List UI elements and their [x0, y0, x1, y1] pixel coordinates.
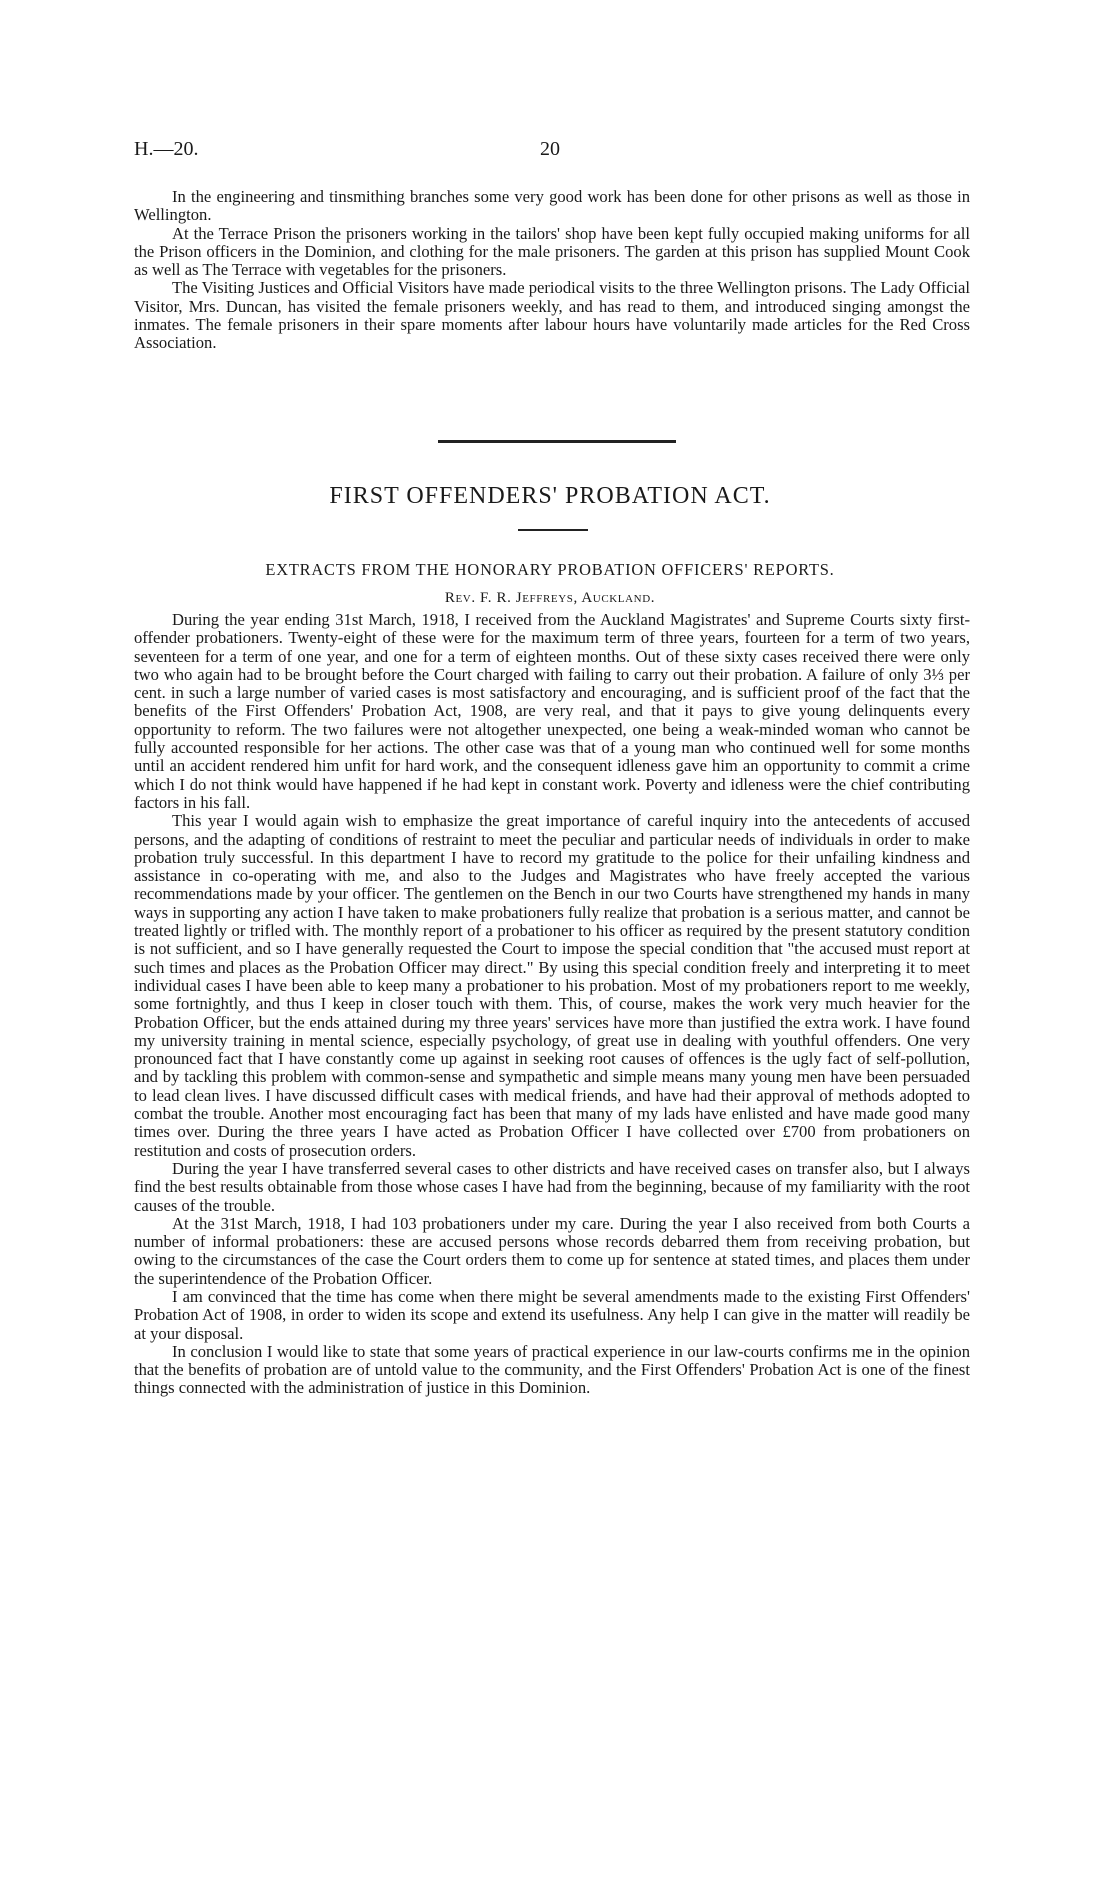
paragraph: During the year I have transferred several cases to other districts and have received cases on transfer also, but I always find the best results obtainable from those whose cases I have had from the beginning, because of my familiarity with the root causes of the trouble. — [134, 1158, 970, 1215]
page-header — [134, 138, 966, 164]
paragraph: The Visiting Justices and Official Visitors have made periodical visits to the three Wellington prisons. The Lady Official Visitor, Mrs. Duncan, has visited the female prisoners weekly, and has read to them, and introduced singing amongst the inmates. The female prisoners in their spare moments after labour hours have voluntarily made articles for the Red Cross Association. — [134, 278, 970, 353]
report-author: Rev. F. R. Jeffreys, Auckland. — [444, 590, 656, 606]
prisons-continuation — [134, 188, 970, 353]
probation-report — [134, 611, 970, 1398]
title-underline — [518, 529, 588, 531]
paragraph: At the 31st March, 1918, I had 103 probationers under my care. During the year I also received from both Courts a number of informal probationers: these are accused persons whose records debarred them from receiving probation, but owing to the circumstances of the case the Court orders them to come up for sentence at stated times, and places them under the superintendence of the Probation Officer. — [134, 1213, 970, 1288]
paragraph: At the Terrace Prison the prisoners working in the tailors' shop have been kept fully occupied making uniforms for all the Prison officers in the Dominion, and clothing for the male prisoners. The garden at this prison has supplied Mount Cook as well as The Terrace with vegetables for the prisoners. — [134, 223, 970, 280]
section-divider — [438, 440, 676, 443]
paragraph: In the engineering and tinsmithing branches some very good work has been done for other prisons as well as those in Wellington. — [134, 187, 970, 225]
document-reference: H.—20. — [134, 138, 199, 160]
paragraph: I am convinced that the time has come when there might be several amendments made to the existing First Offenders' Probation Act of 1908, in order to widen its scope and extend its usefulness. Any help I can give in the matter will readily be at your disposal. — [134, 1286, 970, 1343]
paragraph: This year I would again wish to emphasize the great importance of careful inquiry into the antecedents of accused persons, and the adapting of conditions of restraint to meet the peculiar and particular needs of individuals in order to make probation truly successful. In this department I have to record my gratitude to the police for their unfailing kindness and assistance in co-operating with me, and also to the Judges and Magistrates who have freely accepted the various recommendations made by your officer. The gentlemen on the Bench in our two Courts have strengthened my hands in many ways in supporting any action I have taken to make probationers fully realize that probation is a serious matter, and cannot be treated lightly or trifled with. The monthly report of a probationer to his officer as required by the present statutory condition is not sufficient, and so I have generally requested the Court to impose the special condition that "the accused must report at such times and places as the Probation Officer may direct." By using this special condition freely and interpreting it to meet individual cases I have been able to keep many a probationer to his probation. Most of my probationers report to me weekly, some fortnightly, and thus I keep in closer touch with them. This, of course, makes the work very much heavier for the Probation Officer, but the ends attained during my three years' services have more than justified the extra work. I have found my university training in mental science, especially psychology, of great use in dealing with youthful offenders. One very pronounced fact that I have constantly come up against in seeking root causes of offences is the ugly fact of self-pollution, and by tackling this problem with common-sense and sympathetic and simple means many young men have been persuaded to lead clean lives. I have discussed difficult cases with medical friends, and have had their approval of methods adopted to combat the trouble. Another most encouraging fact has been that many of my lads have enlisted and have made good many times over. During the three years I have acted as Probation Officer I have collected over £700 from probationers on restitution and costs of prosecution orders. — [134, 811, 970, 1160]
paragraph: During the year ending 31st March, 1918, I received from the Auckland Magistrates' and Supreme Courts sixty first-offender probationers. Twenty-eight of these were for the maximum term of three years, fourteen for a term of two years, seventeen for a term of one year, and one for a term of eighteen months. Out of these sixty cases received there were only two who again had to be brought before the Court charged with failing to carry out their probation. A failure of only 3⅓ per cent. in such a large number of varied cases is most satisfactory and encouraging, and is sufficient proof of the fact that the benefits of the First Offenders' Probation Act, 1908, are very real, and that it pays to give young delinquents every opportunity to reform. The two failures were not altogether unexpected, one being a weak-minded woman who cannot be fully accounted responsible for her actions. The other case was that of a young man who continued well for some months until an accident rendered him unfit for hard work, and the consequent idleness gave him an opportunity to commit a crime which I do not think would have happened if he had kept in constant work. Poverty and idleness were the chief contributing factors in his fall. — [134, 610, 970, 812]
section-subtitle: EXTRACTS FROM THE HONORARY PROBATION OFFICERS' REPORTS. — [265, 560, 835, 579]
page-number: 20 — [540, 138, 560, 160]
paragraph: In conclusion I would like to state that some years of practical experience in our law-courts confirms me in the opinion that the benefits of probation are of untold value to the community, and the First Offenders' Probation Act is one of the finest things connected with the administration of justice in this Dominion. — [134, 1341, 970, 1398]
section-title: FIRST OFFENDERS' PROBATION ACT. — [329, 483, 771, 509]
